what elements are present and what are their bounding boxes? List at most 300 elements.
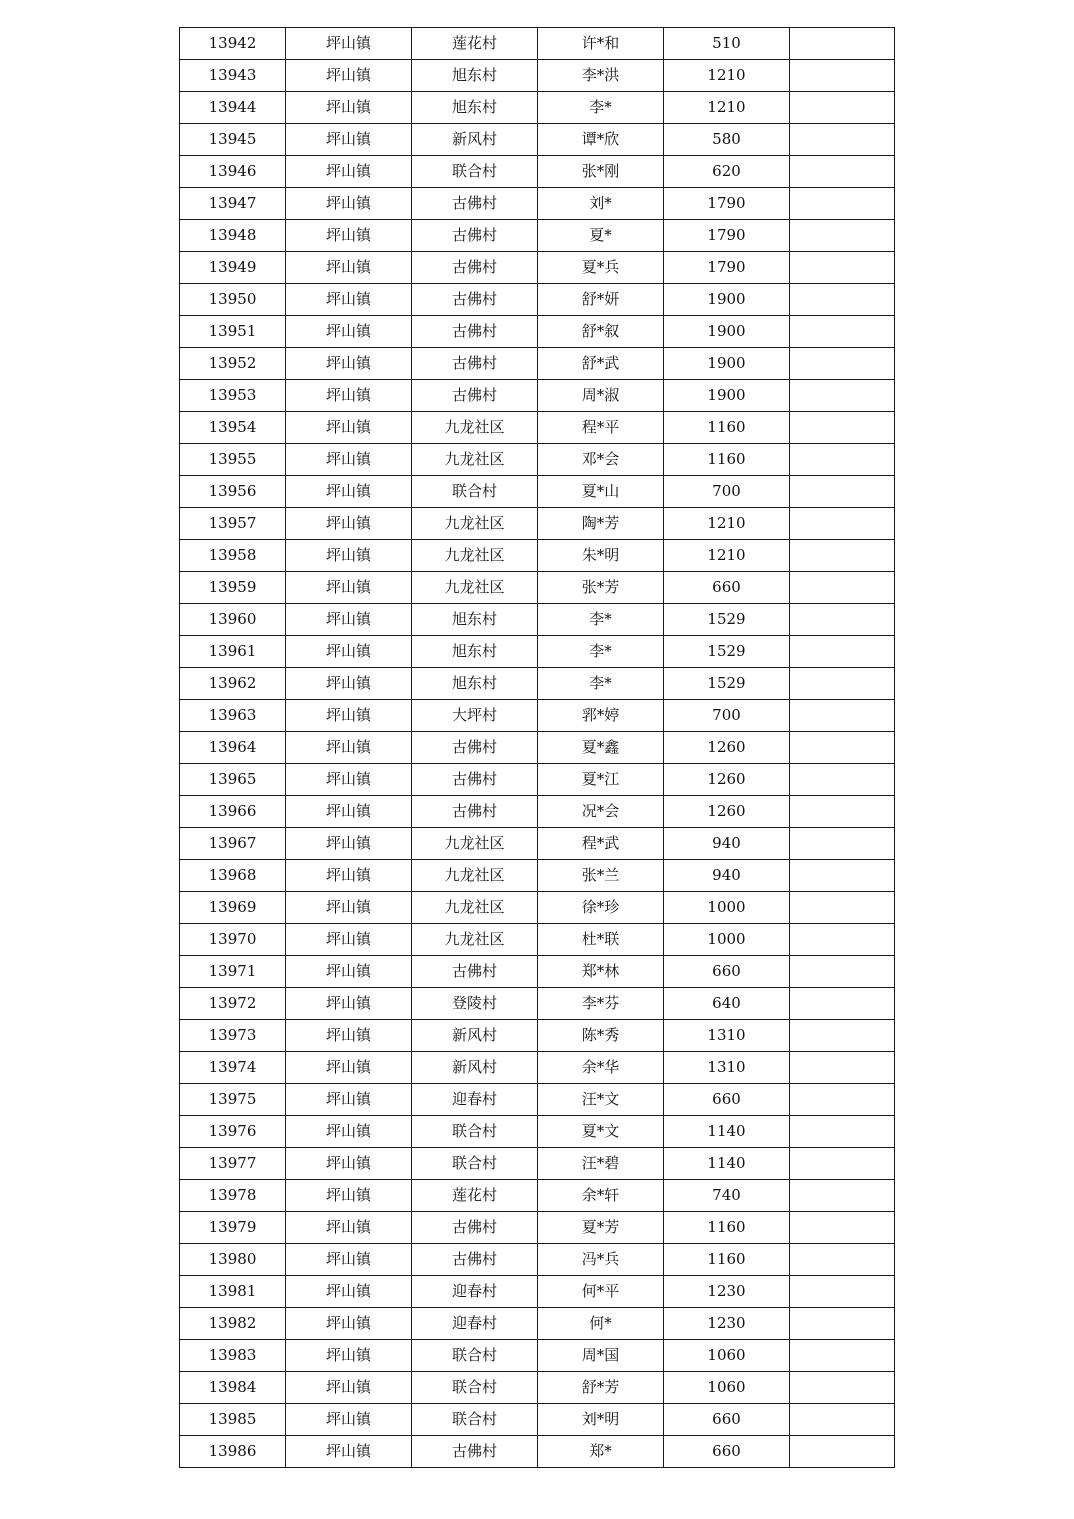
amount-cell: 1260 [664,796,790,828]
amount-cell: 1790 [664,220,790,252]
table-row [180,476,895,508]
record-id-cell: 13963 [180,700,286,732]
table-row [180,540,895,572]
town-cell: 坪山镇 [286,636,412,668]
table-row [180,1404,895,1436]
note-cell [790,476,895,508]
village-cell: 联合村 [412,1116,538,1148]
table-row [180,1116,895,1148]
record-id-cell: 13959 [180,572,286,604]
town-cell: 坪山镇 [286,1308,412,1340]
name-cell: 余*华 [538,1052,664,1084]
note-cell [790,540,895,572]
town-cell: 坪山镇 [286,828,412,860]
amount-cell: 1230 [664,1276,790,1308]
table-row [180,444,895,476]
note-cell [790,1244,895,1276]
village-cell: 古佛村 [412,188,538,220]
note-cell [790,892,895,924]
amount-cell: 700 [664,700,790,732]
name-cell: 陶*芳 [538,508,664,540]
name-cell: 舒*武 [538,348,664,380]
table-row [180,412,895,444]
town-cell: 坪山镇 [286,1276,412,1308]
table-row [180,92,895,124]
name-cell: 郑* [538,1436,664,1468]
name-cell: 朱*明 [538,540,664,572]
record-id-cell: 13944 [180,92,286,124]
note-cell [790,700,895,732]
table-row [180,956,895,988]
amount-cell: 510 [664,28,790,60]
town-cell: 坪山镇 [286,796,412,828]
amount-cell: 1260 [664,732,790,764]
note-cell [790,60,895,92]
town-cell: 坪山镇 [286,1436,412,1468]
village-cell: 古佛村 [412,1244,538,1276]
amount-cell: 1210 [664,60,790,92]
note-cell [790,828,895,860]
record-id-cell: 13964 [180,732,286,764]
table-row [180,316,895,348]
village-cell: 新风村 [412,1052,538,1084]
amount-cell: 700 [664,476,790,508]
note-cell [790,444,895,476]
table-row [180,732,895,764]
amount-cell: 1160 [664,412,790,444]
name-cell: 何* [538,1308,664,1340]
amount-cell: 940 [664,860,790,892]
table-row [180,124,895,156]
name-cell: 夏*文 [538,1116,664,1148]
amount-cell: 1140 [664,1148,790,1180]
name-cell: 周*国 [538,1340,664,1372]
record-id-cell: 13953 [180,380,286,412]
amount-cell: 1900 [664,348,790,380]
name-cell: 刘* [538,188,664,220]
village-cell: 九龙社区 [412,508,538,540]
village-cell: 古佛村 [412,284,538,316]
table-row [180,156,895,188]
name-cell: 况*会 [538,796,664,828]
town-cell: 坪山镇 [286,412,412,444]
table-row [180,1020,895,1052]
note-cell [790,604,895,636]
town-cell: 坪山镇 [286,1212,412,1244]
note-cell [790,1308,895,1340]
town-cell: 坪山镇 [286,700,412,732]
note-cell [790,188,895,220]
table-row [180,284,895,316]
village-cell: 旭东村 [412,604,538,636]
town-cell: 坪山镇 [286,1340,412,1372]
table-row [180,1212,895,1244]
note-cell [790,1212,895,1244]
table-row [180,572,895,604]
amount-cell: 660 [664,1084,790,1116]
record-id-cell: 13977 [180,1148,286,1180]
name-cell: 舒*叙 [538,316,664,348]
note-cell [790,348,895,380]
name-cell: 冯*兵 [538,1244,664,1276]
table-row [180,636,895,668]
village-cell: 旭东村 [412,92,538,124]
amount-cell: 1160 [664,1212,790,1244]
record-id-cell: 13966 [180,796,286,828]
town-cell: 坪山镇 [286,572,412,604]
table-row [180,1084,895,1116]
name-cell: 郑*林 [538,956,664,988]
note-cell [790,124,895,156]
data-table [179,27,895,1468]
record-id-cell: 13976 [180,1116,286,1148]
table-row [180,1276,895,1308]
note-cell [790,284,895,316]
village-cell: 联合村 [412,156,538,188]
note-cell [790,92,895,124]
village-cell: 九龙社区 [412,444,538,476]
table-row [180,220,895,252]
village-cell: 古佛村 [412,220,538,252]
village-cell: 新风村 [412,1020,538,1052]
note-cell [790,412,895,444]
note-cell [790,220,895,252]
village-cell: 登陵村 [412,988,538,1020]
table-row [180,700,895,732]
amount-cell: 1790 [664,188,790,220]
amount-cell: 1160 [664,1244,790,1276]
name-cell: 张*兰 [538,860,664,892]
note-cell [790,1372,895,1404]
amount-cell: 660 [664,1436,790,1468]
table-row [180,252,895,284]
village-cell: 古佛村 [412,956,538,988]
record-id-cell: 13970 [180,924,286,956]
note-cell [790,764,895,796]
record-id-cell: 13971 [180,956,286,988]
record-id-cell: 13951 [180,316,286,348]
town-cell: 坪山镇 [286,156,412,188]
note-cell [790,1340,895,1372]
town-cell: 坪山镇 [286,924,412,956]
amount-cell: 1000 [664,892,790,924]
town-cell: 坪山镇 [286,860,412,892]
record-id-cell: 13967 [180,828,286,860]
village-cell: 迎春村 [412,1276,538,1308]
record-id-cell: 13978 [180,1180,286,1212]
name-cell: 邓*会 [538,444,664,476]
amount-cell: 1900 [664,316,790,348]
name-cell: 李* [538,668,664,700]
amount-cell: 1900 [664,380,790,412]
name-cell: 徐*珍 [538,892,664,924]
village-cell: 大坪村 [412,700,538,732]
record-id-cell: 13956 [180,476,286,508]
name-cell: 汪*碧 [538,1148,664,1180]
village-cell: 旭东村 [412,668,538,700]
note-cell [790,636,895,668]
amount-cell: 1160 [664,444,790,476]
town-cell: 坪山镇 [286,252,412,284]
record-id-cell: 13986 [180,1436,286,1468]
town-cell: 坪山镇 [286,1020,412,1052]
village-cell: 联合村 [412,1148,538,1180]
amount-cell: 1310 [664,1052,790,1084]
amount-cell: 1790 [664,252,790,284]
name-cell: 周*淑 [538,380,664,412]
village-cell: 古佛村 [412,764,538,796]
town-cell: 坪山镇 [286,316,412,348]
name-cell: 李*洪 [538,60,664,92]
table-row [180,1340,895,1372]
table-row [180,508,895,540]
amount-cell: 1140 [664,1116,790,1148]
amount-cell: 1060 [664,1372,790,1404]
town-cell: 坪山镇 [286,1084,412,1116]
town-cell: 坪山镇 [286,60,412,92]
village-cell: 古佛村 [412,348,538,380]
note-cell [790,1084,895,1116]
note-cell [790,732,895,764]
record-id-cell: 13972 [180,988,286,1020]
village-cell: 古佛村 [412,252,538,284]
amount-cell: 660 [664,572,790,604]
table-row [180,1372,895,1404]
name-cell: 夏*鑫 [538,732,664,764]
village-cell: 旭东村 [412,60,538,92]
village-cell: 莲花村 [412,1180,538,1212]
record-id-cell: 13949 [180,252,286,284]
amount-cell: 660 [664,1404,790,1436]
name-cell: 何*平 [538,1276,664,1308]
table-row [180,1308,895,1340]
note-cell [790,316,895,348]
record-id-cell: 13973 [180,1020,286,1052]
table-row [180,60,895,92]
record-id-cell: 13954 [180,412,286,444]
note-cell [790,1404,895,1436]
amount-cell: 1260 [664,764,790,796]
record-id-cell: 13979 [180,1212,286,1244]
amount-cell: 1529 [664,636,790,668]
town-cell: 坪山镇 [286,764,412,796]
name-cell: 余*轩 [538,1180,664,1212]
name-cell: 夏* [538,220,664,252]
village-cell: 古佛村 [412,732,538,764]
name-cell: 夏*江 [538,764,664,796]
record-id-cell: 13982 [180,1308,286,1340]
village-cell: 联合村 [412,1340,538,1372]
record-id-cell: 13946 [180,156,286,188]
note-cell [790,796,895,828]
note-cell [790,508,895,540]
note-cell [790,156,895,188]
amount-cell: 740 [664,1180,790,1212]
amount-cell: 1210 [664,92,790,124]
amount-cell: 1060 [664,1340,790,1372]
table-row [180,1052,895,1084]
note-cell [790,252,895,284]
note-cell [790,860,895,892]
village-cell: 联合村 [412,1404,538,1436]
amount-cell: 660 [664,956,790,988]
amount-cell: 620 [664,156,790,188]
name-cell: 夏*芳 [538,1212,664,1244]
table-row [180,668,895,700]
record-id-cell: 13968 [180,860,286,892]
note-cell [790,988,895,1020]
record-id-cell: 13975 [180,1084,286,1116]
record-id-cell: 13955 [180,444,286,476]
village-cell: 九龙社区 [412,828,538,860]
record-id-cell: 13942 [180,28,286,60]
name-cell: 陈*秀 [538,1020,664,1052]
record-id-cell: 13961 [180,636,286,668]
name-cell: 杜*联 [538,924,664,956]
amount-cell: 1230 [664,1308,790,1340]
table-row [180,1180,895,1212]
name-cell: 许*和 [538,28,664,60]
note-cell [790,924,895,956]
name-cell: 张*刚 [538,156,664,188]
village-cell: 九龙社区 [412,924,538,956]
record-id-cell: 13980 [180,1244,286,1276]
name-cell: 夏*山 [538,476,664,508]
village-cell: 莲花村 [412,28,538,60]
name-cell: 舒*芳 [538,1372,664,1404]
village-cell: 旭东村 [412,636,538,668]
village-cell: 古佛村 [412,380,538,412]
note-cell [790,1180,895,1212]
village-cell: 九龙社区 [412,572,538,604]
name-cell: 郛*婷 [538,700,664,732]
record-id-cell: 13962 [180,668,286,700]
note-cell [790,956,895,988]
name-cell: 舒*妍 [538,284,664,316]
town-cell: 坪山镇 [286,604,412,636]
village-cell: 九龙社区 [412,540,538,572]
table-row [180,988,895,1020]
town-cell: 坪山镇 [286,220,412,252]
record-id-cell: 13983 [180,1340,286,1372]
note-cell [790,1052,895,1084]
town-cell: 坪山镇 [286,540,412,572]
amount-cell: 1210 [664,508,790,540]
note-cell [790,1436,895,1468]
name-cell: 刘*明 [538,1404,664,1436]
town-cell: 坪山镇 [286,348,412,380]
village-cell: 迎春村 [412,1084,538,1116]
town-cell: 坪山镇 [286,956,412,988]
village-cell: 古佛村 [412,316,538,348]
record-id-cell: 13947 [180,188,286,220]
town-cell: 坪山镇 [286,284,412,316]
village-cell: 古佛村 [412,796,538,828]
note-cell [790,1020,895,1052]
table-row [180,188,895,220]
town-cell: 坪山镇 [286,1404,412,1436]
amount-cell: 1210 [664,540,790,572]
note-cell [790,1276,895,1308]
town-cell: 坪山镇 [286,124,412,156]
name-cell: 李* [538,604,664,636]
table-row [180,828,895,860]
town-cell: 坪山镇 [286,476,412,508]
town-cell: 坪山镇 [286,28,412,60]
town-cell: 坪山镇 [286,892,412,924]
record-id-cell: 13943 [180,60,286,92]
town-cell: 坪山镇 [286,1052,412,1084]
town-cell: 坪山镇 [286,988,412,1020]
town-cell: 坪山镇 [286,380,412,412]
town-cell: 坪山镇 [286,444,412,476]
town-cell: 坪山镇 [286,188,412,220]
record-id-cell: 13985 [180,1404,286,1436]
record-id-cell: 13969 [180,892,286,924]
table-row [180,924,895,956]
name-cell: 李* [538,92,664,124]
amount-cell: 1900 [664,284,790,316]
name-cell: 程*平 [538,412,664,444]
amount-cell: 1529 [664,668,790,700]
record-id-cell: 13960 [180,604,286,636]
amount-cell: 1529 [664,604,790,636]
village-cell: 迎春村 [412,1308,538,1340]
village-cell: 九龙社区 [412,860,538,892]
table-row [180,764,895,796]
village-cell: 古佛村 [412,1436,538,1468]
amount-cell: 1310 [664,1020,790,1052]
table-row [180,604,895,636]
town-cell: 坪山镇 [286,1116,412,1148]
name-cell: 程*武 [538,828,664,860]
record-id-cell: 13984 [180,1372,286,1404]
town-cell: 坪山镇 [286,92,412,124]
table-row [180,1436,895,1468]
amount-cell: 580 [664,124,790,156]
record-id-cell: 13948 [180,220,286,252]
village-cell: 新风村 [412,124,538,156]
town-cell: 坪山镇 [286,1244,412,1276]
town-cell: 坪山镇 [286,1372,412,1404]
record-id-cell: 13958 [180,540,286,572]
name-cell: 张*芳 [538,572,664,604]
table-row [180,1148,895,1180]
table-row [180,28,895,60]
village-cell: 九龙社区 [412,892,538,924]
record-id-cell: 13952 [180,348,286,380]
table-row [180,1244,895,1276]
table-row [180,796,895,828]
name-cell: 李* [538,636,664,668]
amount-cell: 640 [664,988,790,1020]
village-cell: 九龙社区 [412,412,538,444]
name-cell: 谭*欣 [538,124,664,156]
name-cell: 李*芬 [538,988,664,1020]
record-id-cell: 13950 [180,284,286,316]
name-cell: 夏*兵 [538,252,664,284]
table-row [180,348,895,380]
record-id-cell: 13945 [180,124,286,156]
record-id-cell: 13957 [180,508,286,540]
record-id-cell: 13974 [180,1052,286,1084]
note-cell [790,572,895,604]
name-cell: 汪*文 [538,1084,664,1116]
town-cell: 坪山镇 [286,508,412,540]
table-row [180,892,895,924]
record-id-cell: 13981 [180,1276,286,1308]
town-cell: 坪山镇 [286,1180,412,1212]
